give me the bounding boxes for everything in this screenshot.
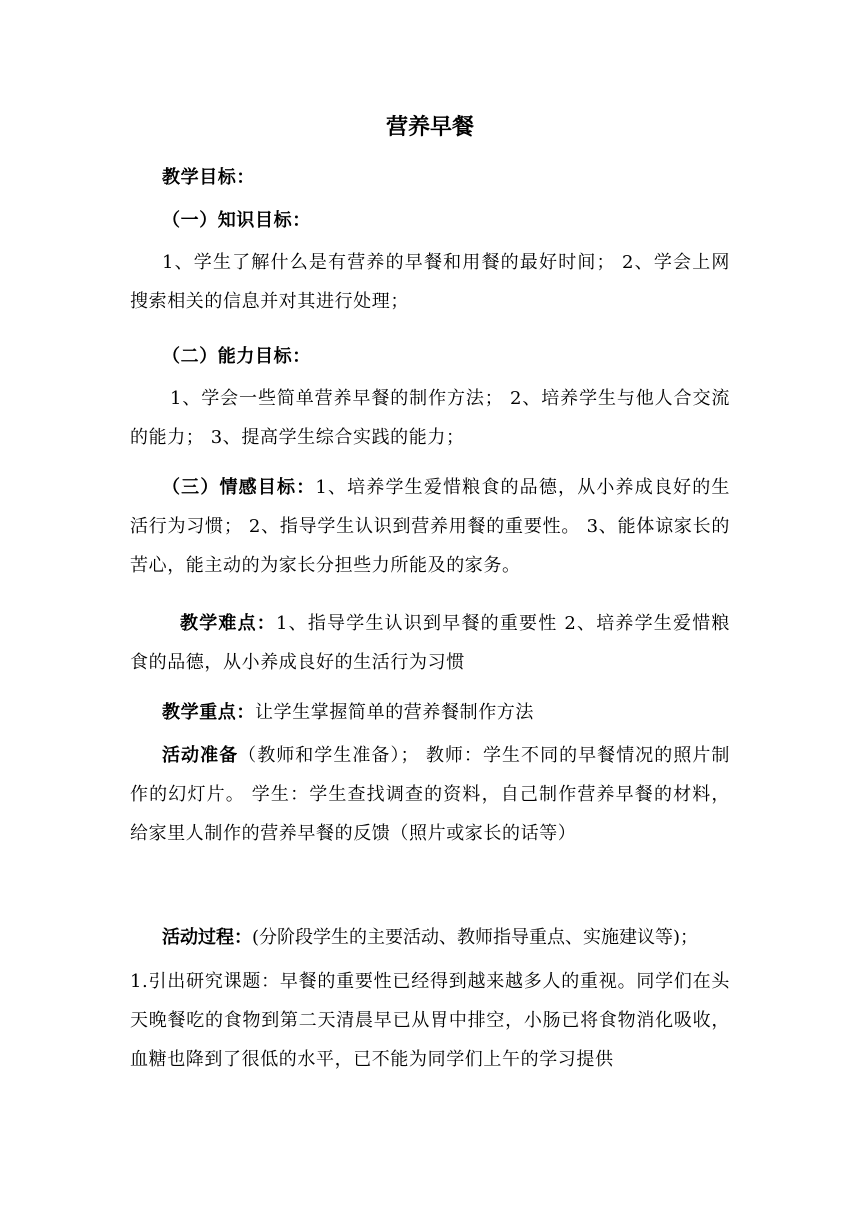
process-paragraph	[130, 918, 730, 957]
knowledge-paragraph: 1、学生了解什么是有营养的早餐和用餐的最好时间； 2、学会上网搜索相关的信息并对其进行处理；	[130, 252, 730, 312]
emotion-paragraph	[130, 468, 730, 585]
ability-heading: （二）能力目标：	[162, 346, 311, 367]
prep-text: （教师和学生准备）； 教师：学生不同的早餐情况的照片制作的幻灯片。 学生：学生查找调查的资料，自己制作营养早餐的材料，给家里人制作的营养早餐的反馈（照片或家长的话等）	[130, 745, 730, 844]
emotion-text: 1、培养学生爱惜粮食的品德，从小养成良好的生活行为习惯； 2、指导学生认识到营养用餐的重要性。 3、能体谅家长的苦心，能主动的为家长分担些力所能及的家务。	[130, 477, 730, 576]
prep-heading: 活动准备	[162, 745, 239, 766]
step1-paragraph: 1.引出研究课题：早餐的重要性已经得到越来越多人的重视。同学们在头天晚餐吃的食物到第二天清晨早已从胃中排空，小肠已将食物消化吸收，血糖也降到了很低的水平，已不能为同学们上午的学习提供	[130, 971, 730, 1070]
document-title: 营养早餐	[385, 115, 474, 140]
difficulty-paragraph	[130, 604, 730, 682]
knowledge-heading: （一）知识目标：	[162, 210, 311, 231]
focus-heading: 教学重点：	[162, 702, 255, 723]
prep-paragraph	[130, 736, 730, 853]
focus-paragraph	[130, 693, 730, 732]
difficulty-heading: 教学难点：	[180, 613, 276, 634]
ability-paragraph: 1、学会一些简单营养早餐的制作方法； 2、培养学生与他人合交流的能力； 3、提高学生综合实践的能力；	[130, 388, 730, 448]
process-text: (分阶段学生的主要活动、教师指导重点、实施建议等)；	[252, 927, 699, 948]
focus-text: 让学生掌握简单的营养餐制作方法	[255, 702, 534, 723]
difficulty-text: 1、指导学生认识到早餐的重要性 2、培养学生爱惜粮食的品德，从小养成良好的生活行为习惯	[130, 613, 731, 673]
objectives-heading: 教学目标：	[162, 167, 255, 188]
process-heading: 活动过程：	[162, 927, 252, 948]
emotion-heading: （三）情感目标：	[162, 477, 316, 498]
